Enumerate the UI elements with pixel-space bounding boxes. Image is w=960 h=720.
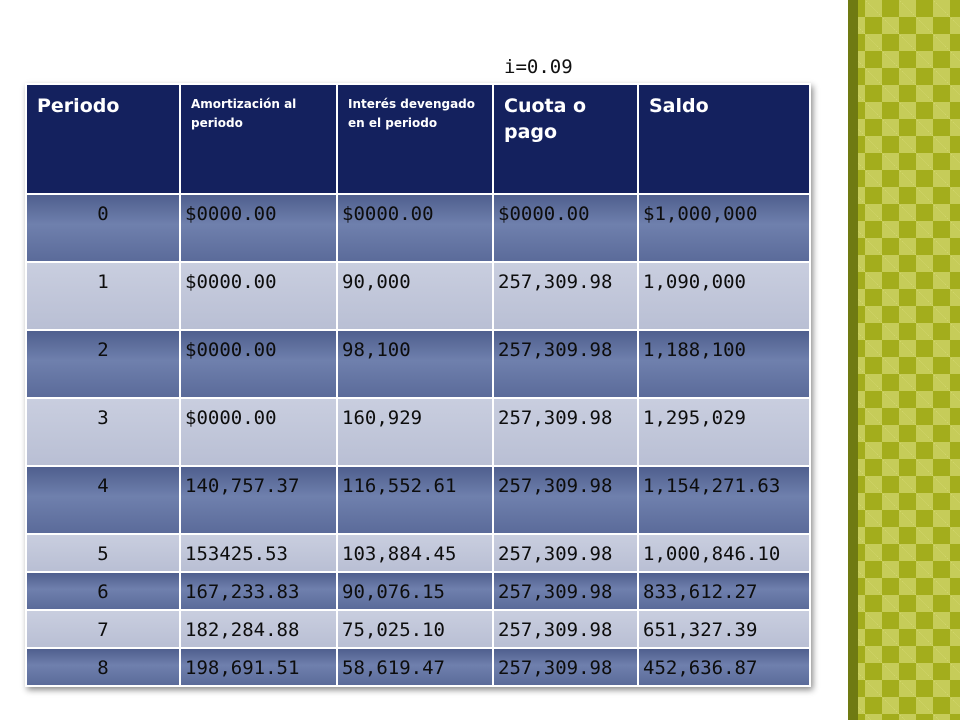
cell-amortizacion: 167,233.83 <box>180 572 337 610</box>
cell-cuota: 257,309.98 <box>493 262 638 330</box>
cell-interes: 58,619.47 <box>337 648 493 686</box>
cell-saldo: 651,327.39 <box>638 610 810 648</box>
cell-amortizacion: 182,284.88 <box>180 610 337 648</box>
cell-saldo: 1,154,271.63 <box>638 466 810 534</box>
cell-saldo: 1,188,100 <box>638 330 810 398</box>
cell-amortizacion: $0000.00 <box>180 194 337 262</box>
table-row <box>26 466 810 534</box>
header-periodo: Periodo <box>26 84 180 194</box>
cell-saldo: $1,000,000 <box>638 194 810 262</box>
cell-saldo: 452,636.87 <box>638 648 810 686</box>
cell-periodo: 5 <box>26 534 180 572</box>
header-interes: Interés devengado en el periodo <box>337 84 493 194</box>
cell-amortizacion: 153425.53 <box>180 534 337 572</box>
cell-cuota: 257,309.98 <box>493 330 638 398</box>
cell-interes: 98,100 <box>337 330 493 398</box>
cell-interes: 103,884.45 <box>337 534 493 572</box>
decorative-side-strip <box>848 0 960 720</box>
cell-periodo: 8 <box>26 648 180 686</box>
cell-amortizacion: 140,757.37 <box>180 466 337 534</box>
cell-cuota: 257,309.98 <box>493 648 638 686</box>
cell-cuota: 257,309.98 <box>493 572 638 610</box>
header-amortizacion: Amortización al periodo <box>180 84 337 194</box>
amortization-table <box>25 83 811 687</box>
cell-amortizacion: $0000.00 <box>180 262 337 330</box>
interest-rate-label: i=0.09 <box>504 56 573 78</box>
cell-periodo: 1 <box>26 262 180 330</box>
cell-periodo: 3 <box>26 398 180 466</box>
table-header-row <box>26 84 810 194</box>
cell-saldo: 1,000,846.10 <box>638 534 810 572</box>
cell-periodo: 0 <box>26 194 180 262</box>
cell-cuota: $0000.00 <box>493 194 638 262</box>
cell-amortizacion: $0000.00 <box>180 330 337 398</box>
cell-cuota: 257,309.98 <box>493 534 638 572</box>
cell-amortizacion: 198,691.51 <box>180 648 337 686</box>
header-saldo: Saldo <box>638 84 810 194</box>
cell-amortizacion: $0000.00 <box>180 398 337 466</box>
cell-periodo: 7 <box>26 610 180 648</box>
cell-saldo: 1,090,000 <box>638 262 810 330</box>
cell-interes: 116,552.61 <box>337 466 493 534</box>
cell-cuota: 257,309.98 <box>493 466 638 534</box>
cell-interes: 90,000 <box>337 262 493 330</box>
cell-interes: 160,929 <box>337 398 493 466</box>
cell-periodo: 2 <box>26 330 180 398</box>
table-row <box>26 610 810 648</box>
table-row <box>26 194 810 262</box>
cell-interes: 75,025.10 <box>337 610 493 648</box>
table-row <box>26 534 810 572</box>
cell-saldo: 833,612.27 <box>638 572 810 610</box>
cell-cuota: 257,309.98 <box>493 398 638 466</box>
table-row <box>26 262 810 330</box>
cell-cuota: 257,309.98 <box>493 610 638 648</box>
cell-periodo: 4 <box>26 466 180 534</box>
table-row <box>26 398 810 466</box>
table-row <box>26 648 810 686</box>
header-cuota: Cuota o pago <box>493 84 638 194</box>
cell-saldo: 1,295,029 <box>638 398 810 466</box>
table-row <box>26 572 810 610</box>
cell-periodo: 6 <box>26 572 180 610</box>
table-row <box>26 330 810 398</box>
cell-interes: 90,076.15 <box>337 572 493 610</box>
cell-interes: $0000.00 <box>337 194 493 262</box>
